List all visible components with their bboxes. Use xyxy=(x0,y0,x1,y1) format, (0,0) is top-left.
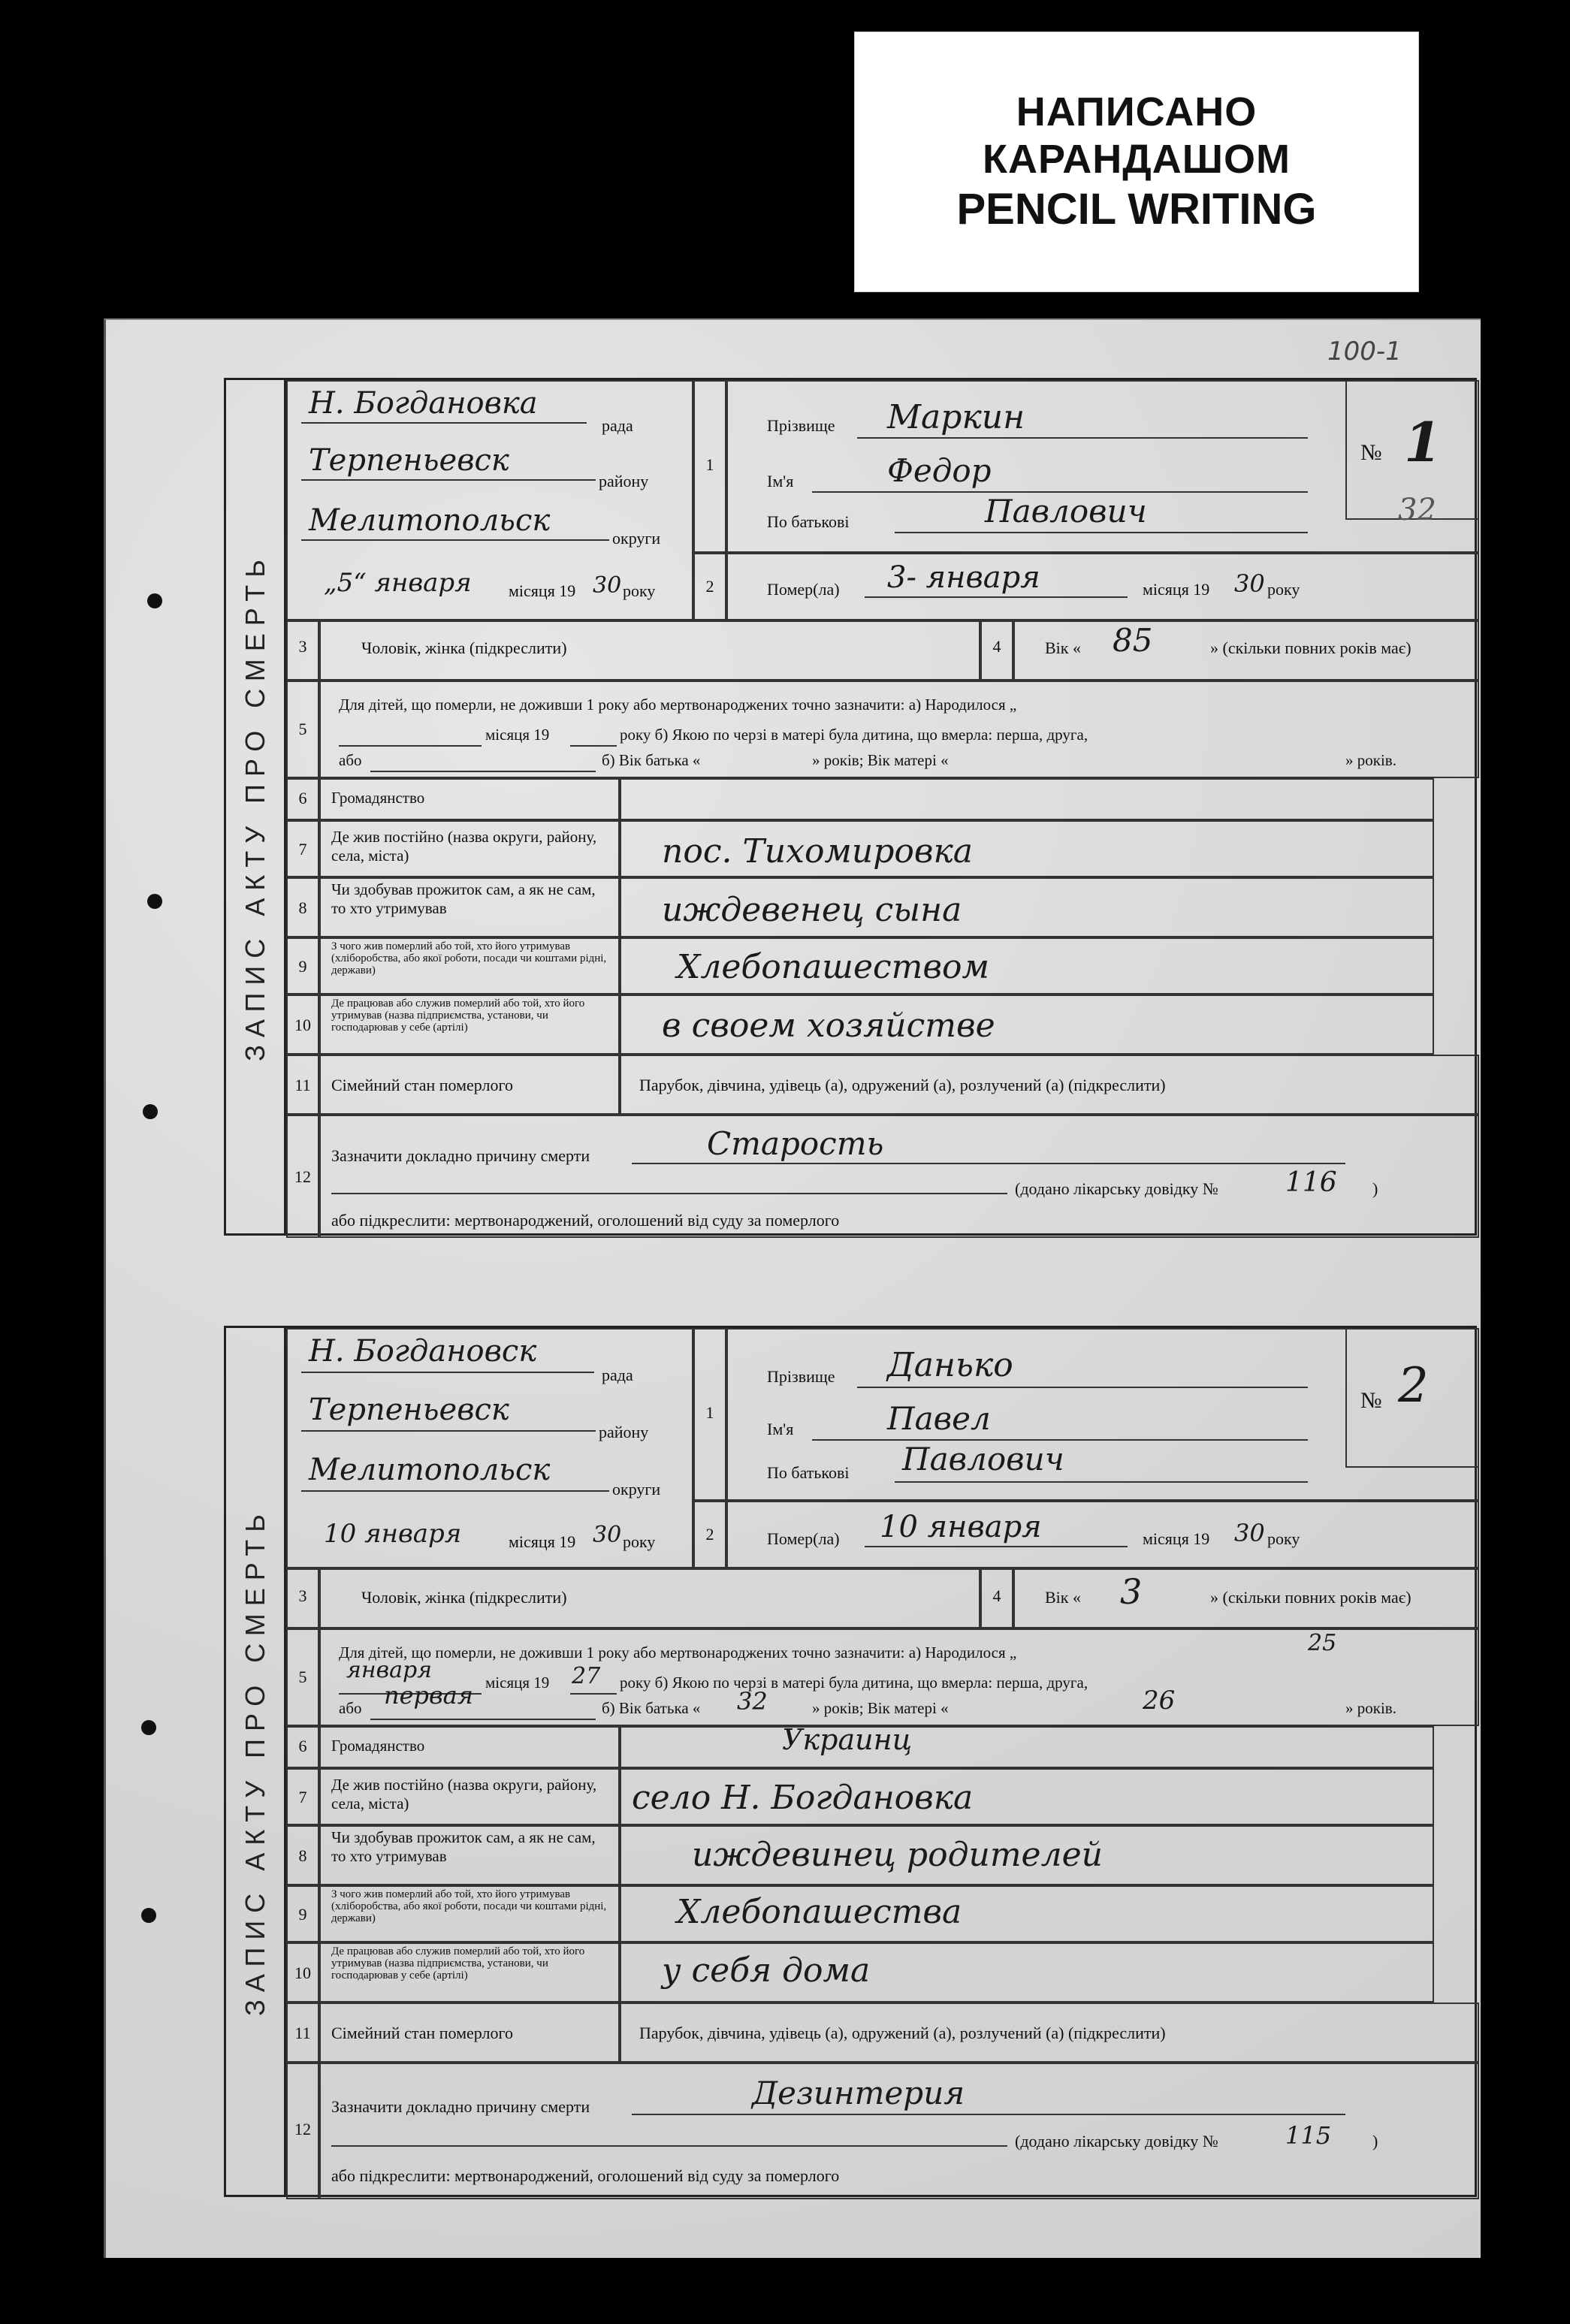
punch-hole xyxy=(143,1104,158,1119)
cause-value: Старость xyxy=(707,1125,884,1162)
residence-value: село Н. Богдановка xyxy=(632,1779,974,1817)
number-label: № xyxy=(1360,440,1382,465)
death-date: 10 января xyxy=(880,1510,1042,1544)
punch-hole xyxy=(141,1720,156,1735)
death-roku-label: року xyxy=(1267,580,1300,599)
death-year: 30 xyxy=(1234,1519,1265,1547)
record-side-title: ЗАПИС АКТУ ПРО СМЕРТЬ xyxy=(224,378,284,1236)
workplace-value: в своем хозяйстве xyxy=(662,1007,995,1045)
death-month-year-label: місяця 19 xyxy=(1143,580,1210,599)
registration-date: „5“ января xyxy=(324,568,472,598)
workplace-value: у себя дома xyxy=(662,1951,871,1990)
cert-number: 115 xyxy=(1285,2121,1332,2150)
punch-hole xyxy=(147,593,162,608)
pencil-writing-stamp xyxy=(854,32,1419,292)
rada-value: Н. Богдановск xyxy=(309,1334,537,1369)
means-value: Хлебопашества xyxy=(677,1893,962,1931)
record-grid: Н. Богдановск рада Терпеньевск району Мелитопольск округи 10 января місяця 19 30 року 1 2 Прізвище Данько Ім'я Павел По батькові Павлович № 2 Помер(ла) 10 января місяця 19 30 року 3 Чоловік, жінка (підкреслити) 4 Вік « 3 » (скільки повних років має) 5 Для дітей, що померли, не доживши 1 року або мертвонароджених точно зазначити: а) Народилося „ 25 января місяця 19 27 року б) Якою по черзі в матері була дитина, що вмерла: перша, друга, або первая б) Вік батька « 32 » років; Вік матері « 26 » років. 6 Громадянство Украинц 7 Де жив постійно (назва округи, району, села, міста) село Н. Богдановка 8 Чи здобував прожиток сам, а як не сам, то хто утримував иждевинец родителей 9 З чого жив померлий або той, хто його утримував (хліборобства, або якої роботи, посади чи коштами рідні, держави) Хлебопашества 10 Де працював або служив померлий або той, хто його утримував (назва підприємства, установи, чи господарював у себе (артілі) у себя дома 11 Сімейний стан померлого Парубок, дівчина, удівець (а), одружений (а), розлучений (а) (підкреслити) 12 Зазначити докладно причину смерти Дезинтерия (додано лікарську довідку № 115 ) або підкреслити: мертвонароджений, оголошений від суду за померлого xyxy=(284,1326,1477,2197)
birth-order: первая xyxy=(384,1681,473,1710)
stamp-line-1: НАПИСАНО xyxy=(1016,89,1258,134)
roku-label: року xyxy=(623,581,656,600)
month-year-label: місяця 19 xyxy=(509,581,576,600)
punch-hole xyxy=(141,1908,156,1923)
stamp-line-2: КАРАНДАШОМ xyxy=(983,137,1291,183)
sex-label: Чоловік, жінка (підкреслити) xyxy=(361,638,567,657)
registration-year: 30 xyxy=(593,572,622,599)
record-number: 1 xyxy=(1404,410,1442,474)
birth-month: января xyxy=(346,1657,433,1683)
raion-label: району xyxy=(599,472,649,490)
punch-hole xyxy=(147,894,162,909)
livelihood-value: иждевинец родителей xyxy=(692,1836,1103,1874)
age-value: 85 xyxy=(1113,622,1153,659)
marital-options: Парубок, дівчина, удівець (а), одружений (а), розлучений (а) (підкреслити) xyxy=(639,1076,1166,1094)
death-year: 30 xyxy=(1234,569,1265,598)
page-number: 100-1 xyxy=(1327,337,1402,367)
birth-day: 25 xyxy=(1308,1630,1337,1656)
name-value: Федор xyxy=(887,452,992,489)
surname-label: Прізвище xyxy=(767,416,835,435)
record-number: 2 xyxy=(1398,1358,1429,1414)
patronymic-value: Павлович xyxy=(902,1441,1064,1477)
age-value: 3 xyxy=(1120,1571,1143,1612)
death-date: 3- января xyxy=(887,560,1040,595)
death-record-1 xyxy=(224,378,1477,1236)
okruh-value: Мелитопольск xyxy=(309,1453,551,1487)
name-label: Ім'я xyxy=(767,472,794,490)
livelihood-value: иждевенец сына xyxy=(662,891,962,929)
raion-value: Терпеньевск xyxy=(309,443,509,478)
okruh-value: Мелитопольск xyxy=(309,503,551,538)
stamp-line-3: PENCIL WRITING xyxy=(956,185,1317,234)
record-grid: Н. Богдановка рада Терпеньевск району Мелитопольск округи „5“ января місяця 19 30 року 1 2 Прізвище Маркин Ім'я Федор По батькові Павлович № 1 32 Помер(ла) 3- января місяця 19 30 року 3 Чоловік, жінка (підкреслити) 4 Вік « 85 » (скільки повних років має) 5 Для дітей, що померли, не доживши 1 року або мертвонароджених точно зазначити: а) Народилося „ місяця 19 року б) Якою по черзі в матері була дитина, що вмерла: перша, друга, або б) Вік батька « » років; Вік матері « » років. 6 Громадянство 7 Де жив постійно (назва округи, району, села, міста) пос. Тихомировка 8 Чи здобував прожиток сам, а як не сам, то хто утримував иждевенец сына 9 З чого жив померлий або той, хто його утримував (хліборобства, або якої роботи, посади чи коштами рідні, держави) Хлебопашеством 10 Де працював або служив померлий або той, хто його утримував (назва підприємства, установи, чи господарював у себе (артілі) в своем хозяйстве 11 Сімейний стан померлого Парубок, дівчина, удівець (а), одружений (а), розлучений (а) (підкреслити) 12 Зазначити докладно причину смерти Старость (додано лікарську довідку № 116 ) або підкреслити: мертвонароджений, оголошений від суду за померлого xyxy=(284,378,1477,1236)
okruh-label: округи xyxy=(612,529,661,548)
cause-value: Дезинтерия xyxy=(752,2075,965,2111)
record-side-title: ЗАПИС АКТУ ПРО СМЕРТЬ xyxy=(224,1326,284,2197)
birth-year: 27 xyxy=(572,1663,601,1689)
patronymic-label: По батькові xyxy=(767,512,850,531)
citizenship-value: Украинц xyxy=(782,1723,913,1756)
age-label: Вік « xyxy=(1045,638,1081,657)
record-number-note: 32 xyxy=(1398,493,1436,527)
rada-label: рада xyxy=(602,416,633,435)
cert-number: 116 xyxy=(1285,1167,1337,1198)
mother-age: 26 xyxy=(1143,1686,1176,1716)
surname-value: Маркин xyxy=(887,398,1025,436)
registration-date: 10 января xyxy=(324,1519,462,1549)
death-record-2 xyxy=(224,1326,1477,2197)
father-age: 32 xyxy=(737,1687,768,1716)
raion-value: Терпеньевск xyxy=(309,1393,509,1427)
name-value: Павел xyxy=(887,1400,991,1437)
registration-year: 30 xyxy=(593,1522,622,1548)
patronymic-value: Павлович xyxy=(985,493,1147,530)
residence-value: пос. Тихомировка xyxy=(662,832,974,871)
surname-value: Данько xyxy=(887,1346,1013,1384)
marital-options: Парубок, дівчина, удівець (а), одружений (а), розлучений (а) (підкреслити) xyxy=(639,2024,1166,2042)
means-value: Хлебопашеством xyxy=(677,948,989,986)
died-label: Помер(ла) xyxy=(767,580,840,599)
age-suffix: » (скільки повних років має) xyxy=(1210,638,1411,657)
rada-value: Н. Богдановка xyxy=(309,386,538,421)
